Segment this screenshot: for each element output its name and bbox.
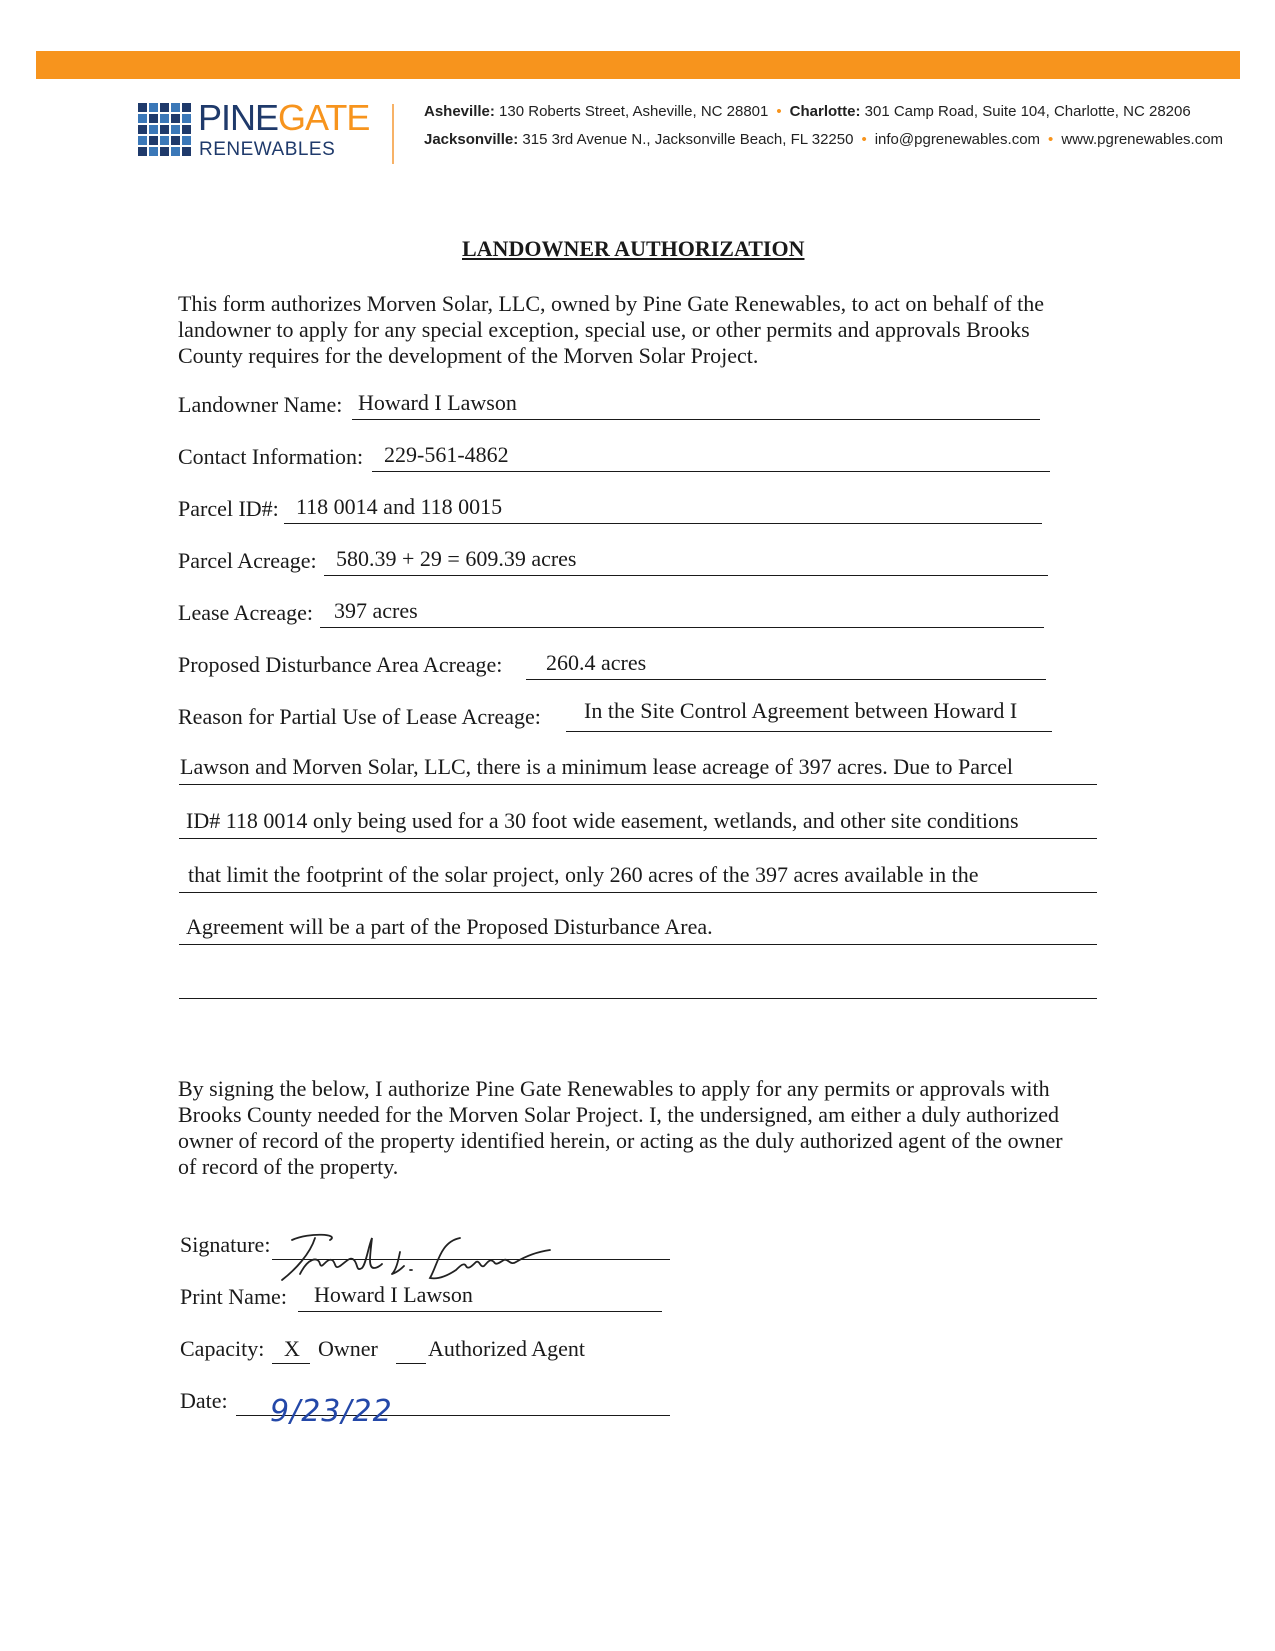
pine-gate-logo [138, 97, 370, 163]
consent-paragraph: By signing the below, I authorize Pine Gate Renewables to apply for any permits or approvals with Brooks County needed for the Morven Solar Project. I, the undersigned, am either a duly authorized owner of record of the property identified herein, or acting as the duly authorized agent of the owner of record of the property. [178, 1076, 1063, 1179]
page-title: LANDOWNER AUTHORIZATION [462, 236, 805, 261]
reason-line-3: ID# 118 0014 only being used for a 30 foot wide easement, wetlands, and other site conditions [186, 808, 1019, 833]
contact-information-value: 229-561-4862 [384, 442, 509, 467]
reason-line-5: Agreement will be a part of the Proposed Disturbance Area. [186, 914, 713, 939]
logo-subtitle: RENEWABLES [199, 139, 336, 160]
handwritten-signature [270, 1228, 570, 1288]
parcel-id-value: 118 0014 and 118 0015 [296, 494, 503, 519]
logo-grid-icon [138, 103, 192, 157]
landowner-name-value: Howard I Lawson [358, 390, 517, 415]
capacity-agent-label: Authorized Agent [428, 1336, 586, 1361]
header-address-line-1: Asheville: 130 Roberts Street, Asheville, NC 28801 • Charlotte: 301 Camp Road, Suite 104, Charlotte, NC 28206 [424, 103, 1191, 120]
parcel-acreage-value: 580.39 + 29 = 609.39 acres [336, 546, 577, 571]
lease-acreage-value: 397 acres [334, 598, 418, 623]
intro-paragraph: This form authorizes Morven Solar, LLC, owned by Pine Gate Renewables, to act on behalf of the landowner to apply for any special exception, special use, or other permits and approvals Brooks County requires for the development of the Morven Solar Project. [178, 291, 1045, 368]
reason-line-4: that limit the footprint of the solar project, only 260 acres of the 397 acres available in the [188, 862, 979, 887]
bullet-icon: • [776, 103, 782, 120]
header-address-line-2: Jacksonville: 315 3rd Avenue N., Jacksonville Beach, FL 32250 • info@pgrenewables.com • www.pgrenewables.com [424, 131, 1224, 148]
header-website: www.pgrenewables.com [1061, 131, 1224, 148]
header-email: info@pgrenewables.com [874, 131, 1041, 148]
handwritten-date: 9/23/22 [270, 1394, 393, 1429]
reason-blank-line [179, 998, 1097, 999]
reason-value: In the Site Control Agreement between Howard I [584, 698, 1018, 723]
disturbance-acreage-value: 260.4 acres [546, 650, 647, 675]
capacity-owner-label: Owner [318, 1336, 378, 1361]
bullet-icon: • [1048, 131, 1054, 148]
capacity-owner-mark: X [284, 1336, 300, 1361]
print-name-value: Howard I Lawson [314, 1282, 473, 1307]
header-divider [392, 104, 394, 164]
bullet-icon: • [861, 131, 867, 148]
header-accent-bar [36, 51, 1240, 79]
reason-line-2: Lawson and Morven Solar, LLC, there is a minimum lease acreage of 397 acres. Due to Parcel [180, 754, 1014, 779]
logo-wordmark: PINEGATE [198, 97, 370, 138]
